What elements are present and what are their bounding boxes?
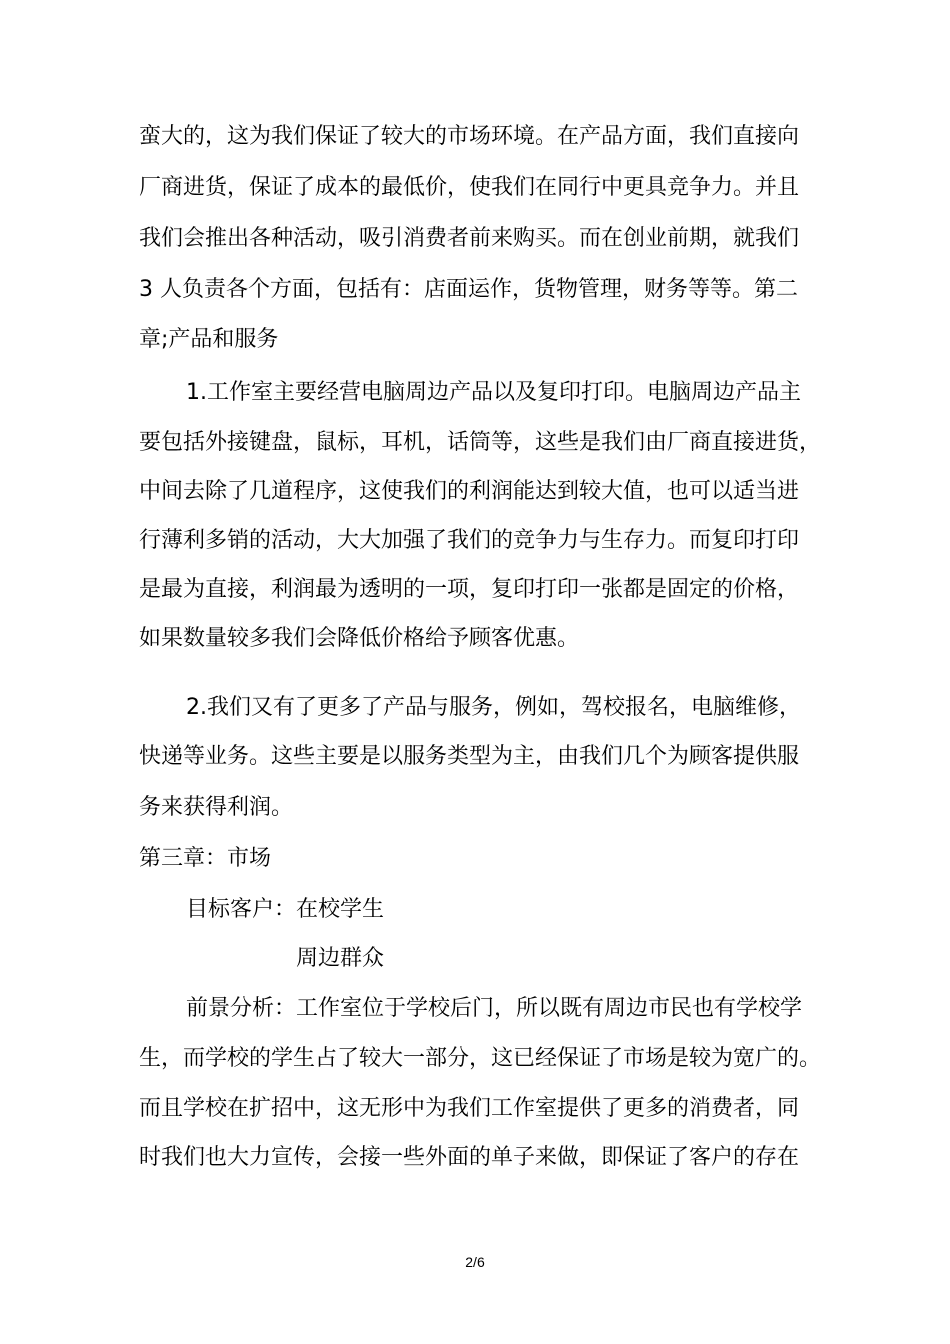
text-line: 章;产品和服务 bbox=[139, 327, 279, 352]
text-line: 行薄利多销的活动，大大加强了我们的竞争力与生存力。而复印打印 bbox=[139, 528, 800, 553]
text-line: 蛮大的，这为我们保证了较大的市场环境。在产品方面，我们直接向 bbox=[139, 124, 800, 149]
chapter-heading: 第三章：市场 bbox=[139, 846, 272, 871]
text-line: 而且学校在扩招中，这无形中为我们工作室提供了更多的消费者，同 bbox=[139, 1096, 800, 1121]
text-line: 是最为直接，利润最为透明的一项，复印打印一张都是固定的价格， bbox=[139, 577, 800, 602]
text-line: 如果数量较多我们会降低价格给予顾客优惠。 bbox=[139, 626, 580, 651]
text-line: 要包括外接键盘，鼠标，耳机，话筒等，这些是我们由厂商直接进货， bbox=[139, 430, 822, 455]
page-number: 2/6 bbox=[465, 1254, 485, 1270]
target-customers-line: 目标客户：在校学生 bbox=[186, 897, 385, 922]
text-line: 厂商进货，保证了成本的最低价，使我们在同行中更具竞争力。并且 bbox=[139, 175, 800, 200]
text-line: 快递等业务。这些主要是以服务类型为主，由我们几个为顾客提供服 bbox=[139, 744, 800, 769]
text-line: 中间去除了几道程序，这使我们的利润能达到较大值，也可以适当进 bbox=[139, 479, 800, 504]
text-line: 务来获得利润。 bbox=[139, 795, 294, 820]
text-line: 前景分析：工作室位于学校后门，所以既有周边市民也有学校学 bbox=[186, 996, 803, 1021]
text-line: 1.工作室主要经营电脑周边产品以及复印打印。电脑周边产品主 bbox=[186, 380, 801, 405]
text-line: 时我们也大力宣传，会接一些外面的单子来做，即保证了客户的存在 bbox=[139, 1145, 800, 1170]
text-line: 我们会推出各种活动，吸引消费者前来购买。而在创业前期，就我们 bbox=[139, 226, 800, 251]
text-line: 2.我们又有了更多了产品与服务，例如，驾校报名，电脑维修， bbox=[186, 695, 801, 720]
text-line: 3 人负责各个方面，包括有：店面运作，货物管理，财务等等。第二 bbox=[139, 277, 798, 302]
text-line: 生，而学校的学生占了较大一部分，这已经保证了市场是较为宽广的。 bbox=[139, 1046, 822, 1071]
target-customers-second-line: 周边群众 bbox=[296, 946, 385, 971]
